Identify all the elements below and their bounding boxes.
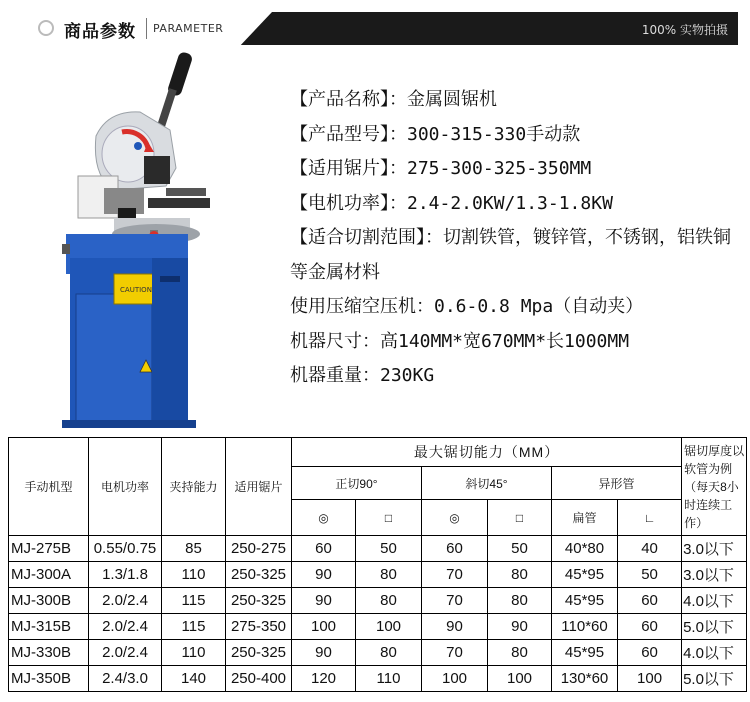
cell-bevel-square: 80 <box>488 562 552 588</box>
cell-flat-tube: 40*80 <box>552 536 618 562</box>
parameter-table <box>8 437 747 692</box>
cell-model: MJ-330B <box>9 640 89 666</box>
cell-flat-tube: 110*60 <box>552 614 618 640</box>
cell-flat-tube: 45*95 <box>552 640 618 666</box>
cell-flat-tube: 130*60 <box>552 666 618 692</box>
cell-bevel-round: 70 <box>422 562 488 588</box>
cell-bevel-round: 100 <box>422 666 488 692</box>
cell-clamp: 85 <box>162 536 226 562</box>
cell-angle: 50 <box>618 562 682 588</box>
cell-blade: 250-325 <box>226 562 292 588</box>
header-square-tube-icon: □ <box>488 500 552 536</box>
cell-model: MJ-300A <box>9 562 89 588</box>
spec-air-compressor: 使用压缩空压机：0.6-0.8 Mpa（自动夹） <box>290 296 644 317</box>
section-subtitle: PARAMETER <box>153 22 224 35</box>
header-motor-power: 电机功率 <box>89 438 162 536</box>
header-round-tube-icon: ◎ <box>422 500 488 536</box>
cell-thickness: 5.0以下 <box>682 666 747 692</box>
cell-bevel-round: 60 <box>422 536 488 562</box>
header-clamp-capacity: 夹持能力 <box>162 438 226 536</box>
cell-bevel-round: 90 <box>422 614 488 640</box>
cell-model: MJ-275B <box>9 536 89 562</box>
cell-motor: 2.0/2.4 <box>89 640 162 666</box>
caution-label: CAUTION <box>120 286 152 294</box>
header-model: 手动机型 <box>9 438 89 536</box>
cell-clamp: 110 <box>162 562 226 588</box>
cell-straight-round: 90 <box>292 562 356 588</box>
cell-straight-round: 100 <box>292 614 356 640</box>
cell-flat-tube: 45*95 <box>552 562 618 588</box>
header-max-cutting-capacity: 最大锯切能力（MM） <box>292 438 682 467</box>
cell-blade: 250-275 <box>226 536 292 562</box>
cell-bevel-round: 70 <box>422 640 488 666</box>
cell-bevel-round: 70 <box>422 588 488 614</box>
metal-circular-saw-machine-image <box>48 48 256 434</box>
blue-cabinet <box>62 234 196 428</box>
spec-motor-power: 【电机功率】：2.4-2.0KW/1.3-1.8KW <box>290 192 613 214</box>
spec-product-name: 【产品名称】：金属圆锯机 <box>290 89 497 110</box>
cell-motor: 0.55/0.75 <box>89 536 162 562</box>
cell-model: MJ-300B <box>9 588 89 614</box>
table-row <box>9 640 747 666</box>
cell-angle: 100 <box>618 666 682 692</box>
cell-straight-square: 110 <box>356 666 422 692</box>
cell-angle: 60 <box>618 588 682 614</box>
product-specs <box>290 83 740 394</box>
cell-angle: 60 <box>618 640 682 666</box>
cell-clamp: 115 <box>162 588 226 614</box>
section-title: 商品参数 <box>64 22 136 42</box>
cell-straight-round: 60 <box>292 536 356 562</box>
spec-weight: 机器重量：230KG <box>290 365 435 386</box>
spec-product-model: 【产品型号】：300-315-330手动款 <box>290 123 581 145</box>
cell-blade: 250-400 <box>226 666 292 692</box>
cell-blade: 250-325 <box>226 588 292 614</box>
cell-blade: 275-350 <box>226 614 292 640</box>
cell-straight-round: 90 <box>292 588 356 614</box>
cell-thickness: 5.0以下 <box>682 614 747 640</box>
table-row <box>9 562 747 588</box>
cell-straight-square: 80 <box>356 562 422 588</box>
banner-divider <box>146 18 147 39</box>
circle-icon <box>38 20 54 36</box>
cell-bevel-square: 80 <box>488 588 552 614</box>
cell-bevel-square: 50 <box>488 536 552 562</box>
header-bevel-cut: 斜切45° <box>422 467 552 500</box>
cell-motor: 2.0/2.4 <box>89 614 162 640</box>
section-header-banner <box>12 12 738 45</box>
header-shaped-tube: 异形管 <box>552 467 682 500</box>
cell-clamp: 110 <box>162 640 226 666</box>
cell-straight-square: 80 <box>356 640 422 666</box>
spec-dimensions: 机器尺寸：高140MM*宽670MM*长1000MM <box>290 330 630 352</box>
cell-straight-square: 100 <box>356 614 422 640</box>
header-cut-thickness: 锯切厚度以软管为例（每天8小时连续工作） <box>682 438 747 536</box>
cell-blade: 250-325 <box>226 640 292 666</box>
table-row <box>9 614 747 640</box>
cell-bevel-square: 80 <box>488 640 552 666</box>
cell-angle: 60 <box>618 614 682 640</box>
cell-straight-round: 120 <box>292 666 356 692</box>
spec-blade: 【适用锯片】：275-300-325-350MM <box>290 158 592 179</box>
cell-model: MJ-350B <box>9 666 89 692</box>
cell-thickness: 3.0以下 <box>682 562 747 588</box>
cell-thickness: 4.0以下 <box>682 588 747 614</box>
cell-clamp: 140 <box>162 666 226 692</box>
header-angle-icon: ∟ <box>618 500 682 536</box>
table-row <box>9 666 747 692</box>
cell-bevel-square: 100 <box>488 666 552 692</box>
cell-thickness: 4.0以下 <box>682 640 747 666</box>
cell-straight-round: 90 <box>292 640 356 666</box>
cell-bevel-square: 90 <box>488 614 552 640</box>
cell-motor: 1.3/1.8 <box>89 562 162 588</box>
header-square-tube-icon: □ <box>356 500 422 536</box>
cell-motor: 2.4/3.0 <box>89 666 162 692</box>
photo-claim-text: 100% 实物拍摄 <box>641 23 728 37</box>
cell-motor: 2.0/2.4 <box>89 588 162 614</box>
header-round-tube-icon: ◎ <box>292 500 356 536</box>
header-straight-cut: 正切90° <box>292 467 422 500</box>
cell-clamp: 115 <box>162 614 226 640</box>
cell-angle: 40 <box>618 536 682 562</box>
cell-model: MJ-315B <box>9 614 89 640</box>
spec-cutting-range: 【适合切割范围】：切割铁管，镀锌管，不锈钢，铝铁铜等金属材料 <box>290 227 731 283</box>
table-row <box>9 536 747 562</box>
table-row <box>9 588 747 614</box>
cell-straight-square: 50 <box>356 536 422 562</box>
cell-thickness: 3.0以下 <box>682 536 747 562</box>
header-blade: 适用锯片 <box>226 438 292 536</box>
cell-straight-square: 80 <box>356 588 422 614</box>
cell-flat-tube: 45*95 <box>552 588 618 614</box>
header-flat-tube: 扁管 <box>552 500 618 536</box>
